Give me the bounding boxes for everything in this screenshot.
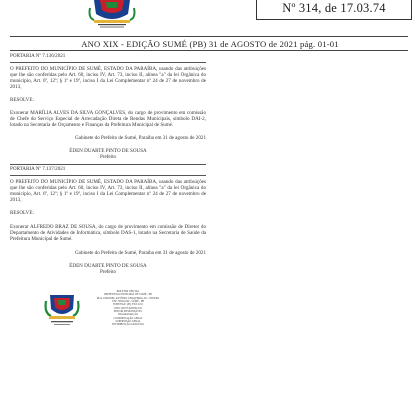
portaria-2-resolve: RESOLVE: [10,210,34,216]
header-rule-top [10,36,408,37]
portaria-2-body: Exonerar ALFREDO BRAZ DE SOUSA, do cargo de provimento em comissão de Diretor do Departamento de Atividades de Informática, símbolo DAS-1, lotado na Secretaria de Saúde da Prefeitura Municipal de Sumé. [10,224,206,243]
footer-line: PREFEITURA MUNICIPAL DE SUMÉ - PB [104,293,152,297]
footer-line: RUA CORONEL ANTÔNIO CERQUEIRA, 48 - CENTRO [96,296,160,300]
portaria-1-place-date: Gabinete do Prefeito de Sumé, Paraíba em 31 de agosto de 2021 [75,135,206,141]
portaria-1-resolve: RESOLVE: [10,97,34,103]
portaria-2-heading: PORTARIA Nº 7.137/2021 [10,166,66,172]
footer-line: CNPJ: 09.073.628/0001-91 [113,306,143,310]
portaria-2-separator [10,175,206,176]
portaria-1-signer-title: Prefeito [99,154,117,160]
portaria-1-intro: O PREFEITO DO MUNICÍPIO DE SUMÉ, ESTADO DA PARAÍBA, usando das atribuições que lhe são conferidas pelo Art. 60, inciso IV, Art. 73, inciso II, alínea "a" da lei Orgânica do município, Art. 6º, 12º; § 1º e 19º, inciso I da Lei Complementar nº 24 de 27 de novembro de 2013, [10,66,206,91]
footer-line: BOLETIM OFICIAL [116,290,140,293]
portaria-2-signer: ÉDEN DUARTE PINTO DE SOUSA [69,263,147,269]
footer-crest-logo [42,291,82,329]
header-rule-bottom [10,50,408,51]
edition-number-box [256,0,412,20]
portaria-1-separator [10,62,206,63]
footer-line: EDITOR RESPONSÁVEL [113,310,143,314]
municipal-crest-logo [84,0,140,30]
footer-line: DISTRIBUIÇÃO GRATUITA [112,323,144,327]
section-separator [10,164,206,165]
footer-line: COORDENAÇÃO GERAL [113,316,143,320]
portaria-2-place-date: Gabinete do Prefeito de Sumé, Paraíba em 31 de agosto de 2021 [75,250,206,256]
footer-line: CEP: 58540-000 - SUMÉ - PB [111,300,145,304]
footer-line: SUPERVISÃO GERAL [115,320,141,324]
portaria-2-intro: O PREFEITO DO MUNICÍPIO DE SUMÉ, ESTADO DA PARAÍBA, usando das atribuições que lhe são conferidas pelo Art. 60, inciso IV, Art. 73, inciso II, alínea "a" da lei Orgânica do município, Art. 6º, 12º; § 1º e 19º, inciso I da Lei Complementar nº 24 de 27 de novembro de 2013, [10,179,206,204]
portaria-2-signer-title: Prefeito [99,269,117,275]
footer-line: FONE/FAX: (83) 3353-1191 [113,303,143,307]
portaria-1-body: Exonerar MARÍLIA ALVES DA SILVA GONÇALVES, do cargo de provimento em comissão de Chefe do Serviço Especial de Arrecadação Direta de Rendas Municipais, símbolo DAI-2, lotado na Secretaria de Orçamento e Finanças da Prefeitura Municipal de Sumé. [10,110,206,129]
footer-line: DIAGRAMAÇÃO [118,313,138,317]
edition-number: Nº 314, de 17.03.74 [282,1,386,15]
portaria-1-signer: ÉDEN DUARTE PINTO DE SOUSA [69,148,147,154]
edition-line: ANO XIX - EDIÇÃO SUMÉ (PB) 31 de AGOSTO de 2021 pág. 01-01 [81,39,339,49]
footer-info [88,290,168,327]
portaria-1-heading: PORTARIA Nº 7.136/2021 [10,53,66,59]
